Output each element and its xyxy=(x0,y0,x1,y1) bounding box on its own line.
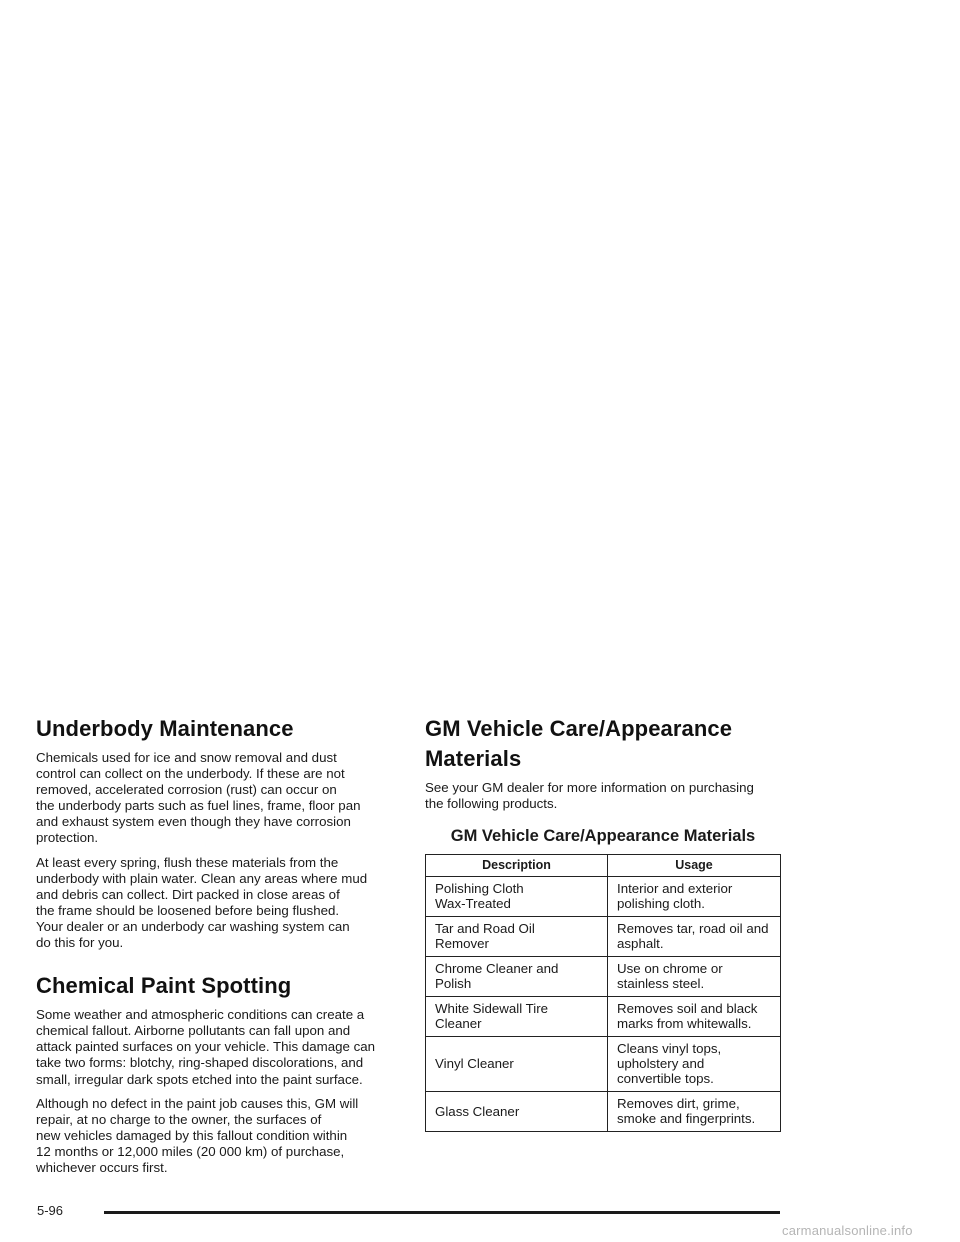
heading-chemical-paint-spotting: Chemical Paint Spotting xyxy=(36,973,292,999)
table-title: GM Vehicle Care/Appearance Materials xyxy=(450,827,756,846)
cell-description: Vinyl Cleaner xyxy=(426,1037,608,1092)
footer-divider xyxy=(104,1211,780,1214)
table-header-row xyxy=(426,855,781,877)
left-column xyxy=(36,714,396,1184)
cell-usage: Cleans vinyl tops, upholstery and convertible tops. xyxy=(608,1037,781,1092)
cell-usage: Removes dirt, grime, smoke and fingerprints. xyxy=(608,1092,781,1132)
cell-description: Glass Cleaner xyxy=(426,1092,608,1132)
cell-description: Chrome Cleaner and Polish xyxy=(426,957,608,997)
right-column xyxy=(425,714,785,1132)
care-materials-table xyxy=(425,854,781,1132)
paragraph-paint-spotting-2: Although no defect in the paint job causes this, GM will repair, at no charge to the owner, the surfaces of new vehicles damaged by this fallout condition within 12 months or 12,000 miles (20 000 km) of purchase, whichever occurs first. xyxy=(36,1095,359,1175)
page-number: 5-96 xyxy=(37,1203,64,1218)
heading-gm-vehicle-care-line2: Materials xyxy=(425,746,522,771)
heading-underbody-maintenance: Underbody Maintenance xyxy=(36,716,294,741)
cell-usage: Interior and exterior polishing cloth. xyxy=(608,877,781,917)
table-row xyxy=(426,1037,781,1092)
paragraph-care-intro: See your GM dealer for more information on purchasing the following products. xyxy=(425,780,754,812)
table-row xyxy=(426,877,781,917)
table-row xyxy=(426,917,781,957)
watermark-text: carmanualsonline.info xyxy=(782,1223,913,1238)
cell-usage: Removes tar, road oil and asphalt. xyxy=(608,917,781,957)
paragraph-paint-spotting-1: Some weather and atmospheric conditions can create a chemical fallout. Airborne pollutants can fall upon and attack painted surfaces on your vehicle. This damage can take two forms: blotchy, ring-shaped discolorations, and small, irregular dark spots etched into the paint surface. xyxy=(36,1007,376,1087)
table-row xyxy=(426,1092,781,1132)
heading-gm-vehicle-care xyxy=(425,714,785,774)
cell-usage: Removes soil and black marks from whitewalls. xyxy=(608,997,781,1037)
paragraph-underbody-2: At least every spring, flush these materials from the underbody with plain water. Clean any areas where mud and debris can collect. Dirt packed in close areas of the frame should be loosened before being flushed. Your dealer or an underbody car washing system can do this for you. xyxy=(36,854,368,951)
table-row xyxy=(426,997,781,1037)
table-row xyxy=(426,957,781,997)
column-header-usage: Usage xyxy=(608,855,781,877)
heading-gm-vehicle-care-line1: GM Vehicle Care/Appearance xyxy=(425,716,733,741)
cell-description: Polishing Cloth Wax-Treated xyxy=(426,877,608,917)
cell-description: White Sidewall Tire Cleaner xyxy=(426,997,608,1037)
column-header-description: Description xyxy=(426,855,608,877)
cell-description: Tar and Road Oil Remover xyxy=(426,917,608,957)
paragraph-underbody-1: Chemicals used for ice and snow removal and dust control can collect on the underbody. If these are not removed, accelerated corrosion (rust) can occur on the underbody parts such as fuel lines, frame, floor pan and exhaust system even though they have corrosion protection. xyxy=(36,750,361,846)
cell-usage: Use on chrome or stainless steel. xyxy=(608,957,781,997)
